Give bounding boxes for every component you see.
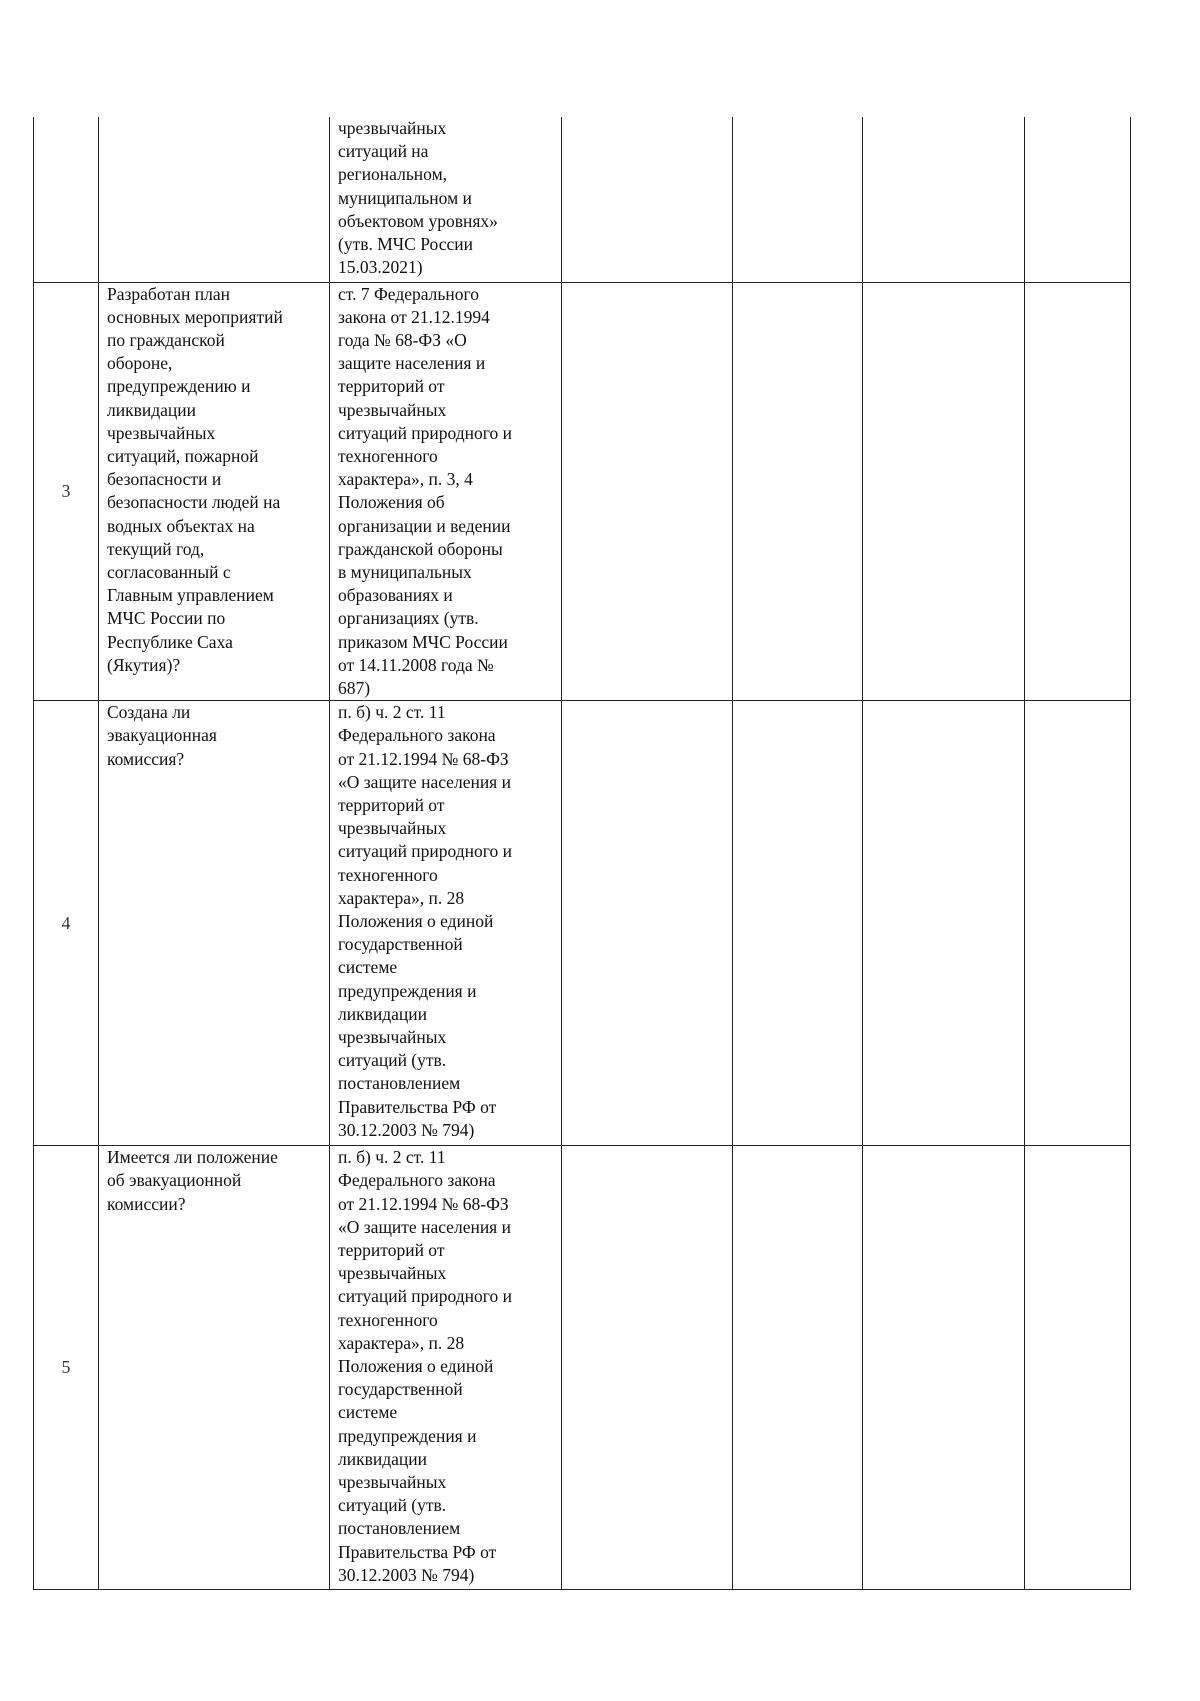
answer-no-cell <box>733 282 863 701</box>
row-number-cell: 3 <box>34 282 99 701</box>
table-row <box>34 117 1131 282</box>
question-cell <box>99 117 330 282</box>
table-row <box>34 1146 1131 1590</box>
table-row <box>34 701 1131 1146</box>
notes-cell <box>1025 282 1131 701</box>
question-cell: Разработан план основных мероприятий по гражданской обороне, предупреждению и ликвидации чрезвычайных ситуаций, пожарной безопасности и безопасности людей на водных объектах на текущий год, согласованный с Главным управлением МЧС России по Республике Саха (Якутия)? <box>99 282 330 701</box>
answer-no-cell <box>733 701 863 1146</box>
notes-cell <box>1025 117 1131 282</box>
legal-reference-cell: ст. 7 Федерального закона от 21.12.1994 года № 68-ФЗ «О защите населения и территорий от чрезвычайных ситуаций природного и техногенного характера», п. 3, 4 Положения об организации и ведении гражданской обороны в муниципальных образованиях и организациях (утв. приказом МЧС России от 14.11.2008 года № 687) <box>330 282 562 701</box>
not-applicable-cell <box>863 117 1025 282</box>
answer-yes-cell <box>562 701 733 1146</box>
not-applicable-cell <box>863 701 1025 1146</box>
checklist-table <box>33 117 1131 1590</box>
question-cell: Создана ли эвакуационная комиссия? <box>99 701 330 1146</box>
answer-yes-cell <box>562 1146 733 1590</box>
not-applicable-cell <box>863 1146 1025 1590</box>
not-applicable-cell <box>863 282 1025 701</box>
question-cell: Имеется ли положение об эвакуационной комиссии? <box>99 1146 330 1590</box>
row-number-cell: 4 <box>34 701 99 1146</box>
row-number-cell: 5 <box>34 1146 99 1590</box>
notes-cell <box>1025 701 1131 1146</box>
answer-yes-cell <box>562 117 733 282</box>
answer-no-cell <box>733 117 863 282</box>
answer-no-cell <box>733 1146 863 1590</box>
row-number-cell <box>34 117 99 282</box>
notes-cell <box>1025 1146 1131 1590</box>
answer-yes-cell <box>562 282 733 701</box>
legal-reference-cell: п. б) ч. 2 ст. 11 Федерального закона от 21.12.1994 № 68-ФЗ «О защите населения и территорий от чрезвычайных ситуаций природного и техногенного характера», п. 28 Положения о единой государственной системе предупреждения и ликвидации чрезвычайных ситуаций (утв. постановлением Правительства РФ от 30.12.2003 № 794) <box>330 701 562 1146</box>
legal-reference-cell: п. б) ч. 2 ст. 11 Федерального закона от 21.12.1994 № 68-ФЗ «О защите населения и территорий от чрезвычайных ситуаций природного и техногенного характера», п. 28 Положения о единой государственной системе предупреждения и ликвидации чрезвычайных ситуаций (утв. постановлением Правительства РФ от 30.12.2003 № 794) <box>330 1146 562 1590</box>
legal-reference-cell: чрезвычайных ситуаций на региональном, муниципальном и объектовом уровнях» (утв. МЧС России 15.03.2021) <box>330 117 562 282</box>
table-row <box>34 282 1131 701</box>
